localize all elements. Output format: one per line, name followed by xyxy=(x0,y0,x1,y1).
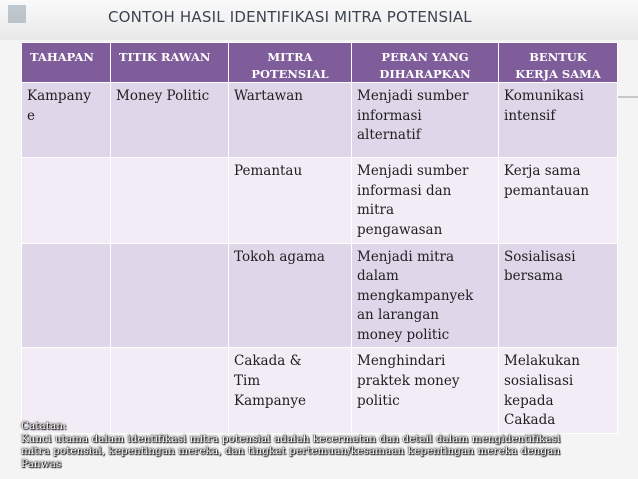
header-bentuk-kerja-sama: BENTUK KERJA SAMA xyxy=(499,43,618,83)
cell-tahapan xyxy=(22,243,111,348)
footnote-line: Panwas xyxy=(21,457,62,470)
cell-mitra: Wartawan xyxy=(229,83,352,158)
header-mitra-potensial: MITRA POTENSIAL xyxy=(229,43,352,83)
table-header-row xyxy=(22,43,618,83)
footnote-line: mitra potensial, kepentingan mereka, dan tingkat pertemuan/kesamaan kepentingan mereka dengan xyxy=(21,445,561,457)
cell-tahapan xyxy=(22,158,111,243)
cell-peran: Menjadi mitra dalam mengkampanyek an larangan money politic xyxy=(352,243,499,348)
footnote xyxy=(21,420,617,470)
cell-mitra: Cakada & Tim Kampanye xyxy=(229,348,352,433)
cell-peran: Menghindari praktek money politic xyxy=(352,348,499,433)
table-row xyxy=(22,158,618,243)
cell-tahapan: Kampany e xyxy=(22,83,111,158)
cell-mitra: Pemantau xyxy=(229,158,352,243)
table-row xyxy=(22,243,618,348)
cell-bentuk: Melakukan sosialisasi kepada Cakada xyxy=(499,348,618,433)
cell-bentuk: Sosialisasi bersama xyxy=(499,243,618,348)
header-tahapan: TAHAPAN xyxy=(22,43,111,83)
header-peran-diharapkan: PERAN YANG DIHARAPKAN xyxy=(352,43,499,83)
cell-bentuk: Komunikasi intensif xyxy=(499,83,618,158)
decorative-square xyxy=(8,5,26,23)
cell-titik-rawan xyxy=(111,158,229,243)
cell-titik-rawan: Money Politic xyxy=(111,83,229,158)
cell-mitra: Tokoh agama xyxy=(229,243,352,348)
partner-table xyxy=(21,42,618,434)
header-titik-rawan: TITIK RAWAN xyxy=(111,43,229,83)
footnote-label: Catatan: xyxy=(21,420,67,432)
decorative-rule xyxy=(618,96,638,98)
cell-titik-rawan xyxy=(111,243,229,348)
slide-title: CONTOH HASIL IDENTIFIKASI MITRA POTENSIAL xyxy=(108,8,472,26)
footnote-line: Kunci utama dalam identifikasi mitra potensial adalah kecermatan dan detail dalam mengidentifikasi xyxy=(21,432,561,445)
cell-bentuk: Kerja sama pemantauan xyxy=(499,158,618,243)
table-row xyxy=(22,83,618,158)
cell-peran: Menjadi sumber informasi dan mitra pengawasan xyxy=(352,158,499,243)
cell-peran: Menjadi sumber informasi alternatif xyxy=(352,83,499,158)
